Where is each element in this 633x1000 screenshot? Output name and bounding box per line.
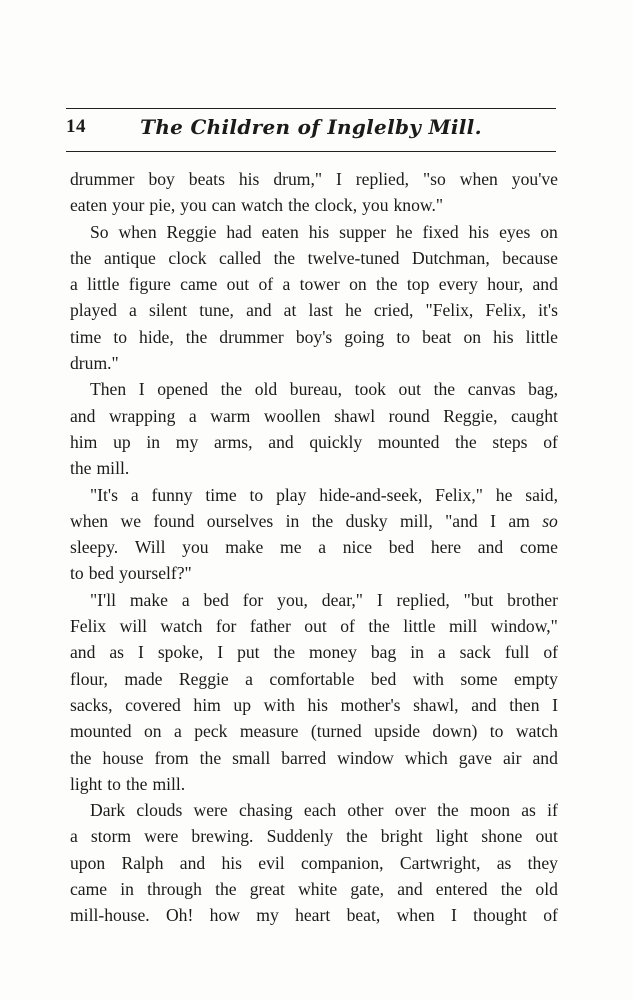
text-line: and wrapping a warm woollen shawl round Reggie, caught <box>70 405 558 426</box>
text-line: Dark clouds were chasing each other over the moon as if <box>90 800 558 821</box>
text-line: light to the mill. <box>70 773 186 794</box>
running-title: The Children of Inglelby Mill. <box>140 115 482 139</box>
text-line: played a silent tune, and at last he cried, "Felix, Felix, it's <box>70 300 558 321</box>
text-line: him up in my arms, and quickly mounted the steps of <box>70 431 558 452</box>
text-line: came in through the great white gate, and entered the old <box>70 879 558 900</box>
page-number: 14 <box>66 116 86 137</box>
text-line: drummer boy beats his drum," I replied, "so when you've <box>70 169 558 189</box>
text-line: a little figure came out of a tower on the top every hour, and <box>70 274 558 295</box>
text-line: So when Reggie had eaten his supper he fixed his eyes on <box>90 221 558 242</box>
paragraph <box>70 587 558 797</box>
text-line: the mill. <box>70 458 130 479</box>
body-text <box>70 166 558 929</box>
text-line: the antique clock called the twelve-tuned Dutchman, because <box>70 247 558 268</box>
text-line: a storm were brewing. Suddenly the bright light shone out <box>70 826 558 847</box>
paragraph <box>70 482 558 587</box>
paragraph <box>70 797 558 928</box>
text-line: to bed yourself?" <box>70 563 192 584</box>
text-line: "I'll make a bed for you, dear," I replied, "but brother <box>90 589 558 610</box>
text-line: mounted on a peck measure (turned upside down) to watch <box>70 721 558 742</box>
text-line: upon Ralph and his evil companion, Cartwright, as they <box>70 852 558 873</box>
text-line: eaten your pie, you can watch the clock, you know." <box>70 195 444 216</box>
text-line: sacks, covered him up with his mother's shawl, and then I <box>70 694 558 715</box>
running-head <box>66 114 556 144</box>
text-line: Then I opened the old bureau, took out the canvas bag, <box>90 379 558 400</box>
text-line: the house from the small barred window which gave air and <box>70 747 558 768</box>
text-line: drum." <box>70 353 119 374</box>
text-line: flour, made Reggie a comfortable bed with some empty <box>70 668 558 689</box>
header-rule-bottom <box>66 151 556 152</box>
text-line: "It's a funny time to play hide-and-seek, Felix," he said, <box>90 484 558 505</box>
text-line: sleepy. Will you make me a nice bed here and come <box>70 537 558 558</box>
paragraph <box>70 376 558 481</box>
paragraph <box>70 219 558 377</box>
paragraph <box>70 166 558 219</box>
text-line: time to hide, the drummer boy's going to beat on his little <box>70 326 558 347</box>
text-line: Felix will watch for father out of the little mill window," <box>70 616 558 637</box>
text-line: and as I spoke, I put the money bag in a sack full of <box>70 642 558 663</box>
text-line: mill-house. Oh! how my heart beat, when I thought of <box>70 905 558 926</box>
header-rule-top <box>66 108 556 109</box>
text-line: when we found ourselves in the dusky mill, "and I am so <box>70 510 558 531</box>
